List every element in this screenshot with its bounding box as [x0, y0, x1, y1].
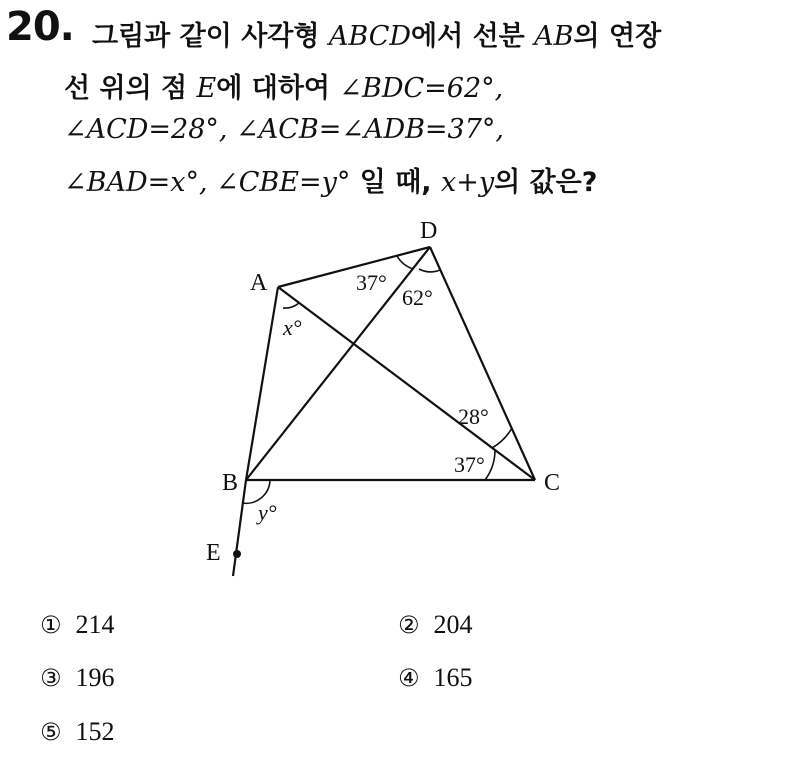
segment-ab — [246, 287, 278, 480]
angle-arc-adb — [397, 256, 413, 269]
choice-marker: ④ — [398, 664, 420, 692]
text: 선 위의 점 — [64, 73, 197, 104]
point-label-b: B — [222, 470, 239, 496]
point-e-dot — [233, 550, 241, 558]
point-label-a: A — [250, 270, 268, 296]
question-number: 20. — [6, 4, 74, 50]
choice-3[interactable] — [40, 663, 115, 693]
question-line-1 — [92, 14, 661, 53]
choice-value: 196 — [75, 663, 115, 692]
text: 의 연장 — [573, 21, 662, 52]
segment-cd — [430, 247, 535, 480]
text: 그림과 같이 사각형 — [92, 21, 329, 52]
math: ∠ACD=28°, ∠ACB=∠ADB=37°, — [64, 114, 504, 145]
angle-label-acd: 28° — [458, 404, 489, 429]
angle-label-x: x° — [283, 315, 302, 340]
angle-label-acb: 37° — [454, 452, 485, 477]
point-label-c: C — [544, 470, 561, 496]
choice-value: 152 — [75, 717, 115, 746]
text: 에서 선분 — [411, 21, 535, 52]
math: x+y — [440, 167, 495, 198]
question-line-2 — [64, 66, 503, 105]
choice-4[interactable] — [398, 663, 473, 693]
math: E — [196, 73, 217, 104]
choice-marker: ② — [398, 611, 420, 639]
choice-value: 165 — [433, 663, 473, 692]
text: 에 대하여 — [216, 73, 340, 104]
angle-arc-acb — [485, 450, 495, 480]
text: 의 값은? — [494, 167, 598, 198]
angle-arc-x — [283, 303, 299, 308]
question-line-3 — [64, 114, 504, 145]
choice-2[interactable] — [398, 610, 473, 640]
math: ABCD — [328, 21, 412, 52]
angle-arc-bdc — [419, 269, 440, 272]
choice-1[interactable] — [40, 610, 115, 640]
question-line-4 — [64, 160, 597, 199]
point-label-e: E — [206, 540, 221, 566]
choice-value: 204 — [433, 610, 473, 639]
choice-value: 214 — [75, 610, 115, 639]
geometry-figure — [0, 210, 804, 590]
math: ∠BDC=62°, — [339, 73, 504, 104]
text: 일 때, — [350, 167, 441, 198]
choice-marker: ① — [40, 611, 62, 639]
choice-5[interactable] — [40, 717, 115, 747]
choice-marker: ③ — [40, 664, 62, 692]
point-label-d: D — [420, 218, 438, 244]
angle-label-y: y° — [258, 500, 277, 525]
angle-label-bdc: 62° — [402, 285, 433, 310]
angle-arc-acd — [492, 428, 512, 448]
choice-marker: ⑤ — [40, 718, 62, 746]
diagonal-bd — [246, 247, 430, 480]
angle-label-adb: 37° — [356, 270, 387, 295]
math: ∠BAD=x°, ∠CBE=y° — [64, 167, 351, 198]
diagonal-ac — [278, 287, 535, 480]
math: AB — [534, 21, 574, 52]
